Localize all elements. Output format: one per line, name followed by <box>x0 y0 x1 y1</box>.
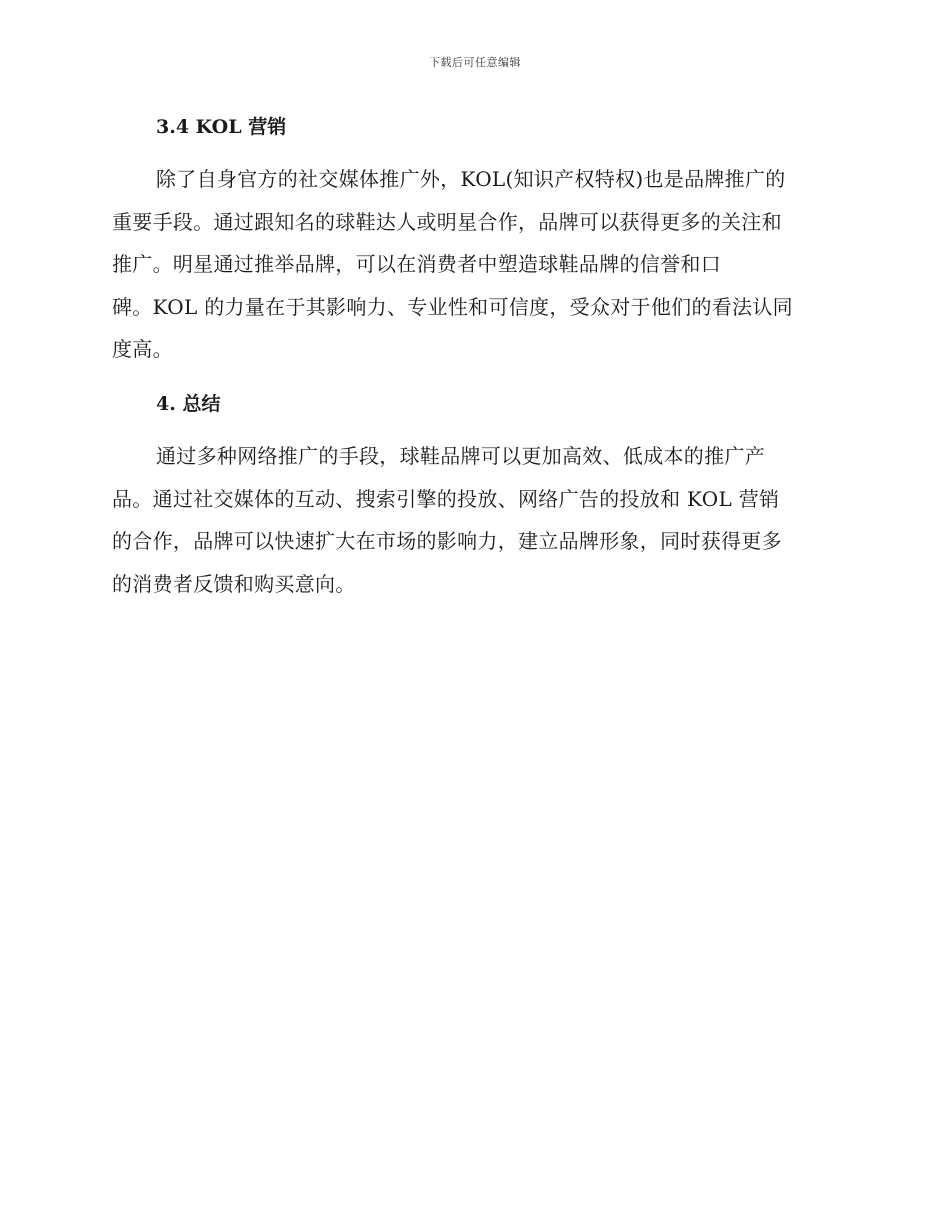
paragraph-line: 品。通过社交媒体的互动、搜索引擎的投放、网络广告的投放和 KOL 营销 <box>112 486 780 511</box>
paragraph-line: 除了自身官方的社交媒体推广外，KOL(知识产权特权)也是品牌推广的 <box>156 167 786 191</box>
paragraph-line: 推广。明星通过推举品牌，可以在消费者中塑造球鞋品牌的信誉和口 <box>112 252 721 277</box>
paragraph-line: 重要手段。通过跟知名的球鞋达人或明星合作，品牌可以获得更多的关注和 <box>112 209 782 234</box>
paragraph-line: 碑。KOL 的力量在于其影响力、专业性和可信度，受众对于他们的看法认同 <box>112 294 793 319</box>
paragraph-line: 的合作，品牌可以快速扩大在市场的影响力，建立品牌形象，同时获得更多 <box>112 529 782 554</box>
section-heading-summary: 4. 总结 <box>156 392 221 415</box>
paragraph-kol-marketing <box>112 158 838 371</box>
paragraph-summary <box>112 435 838 605</box>
paragraph-line: 度高。 <box>112 337 173 362</box>
page-header: 下载后可任意编辑 <box>429 56 521 69</box>
document-body <box>112 110 838 605</box>
section-heading-kol-marketing: 3.4 KOL 营销 <box>156 116 287 138</box>
paragraph-line: 的消费者反馈和购买意向。 <box>112 571 356 596</box>
paragraph-line: 通过多种网络推广的手段，球鞋品牌可以更加高效、低成本的推广产 <box>156 443 765 468</box>
